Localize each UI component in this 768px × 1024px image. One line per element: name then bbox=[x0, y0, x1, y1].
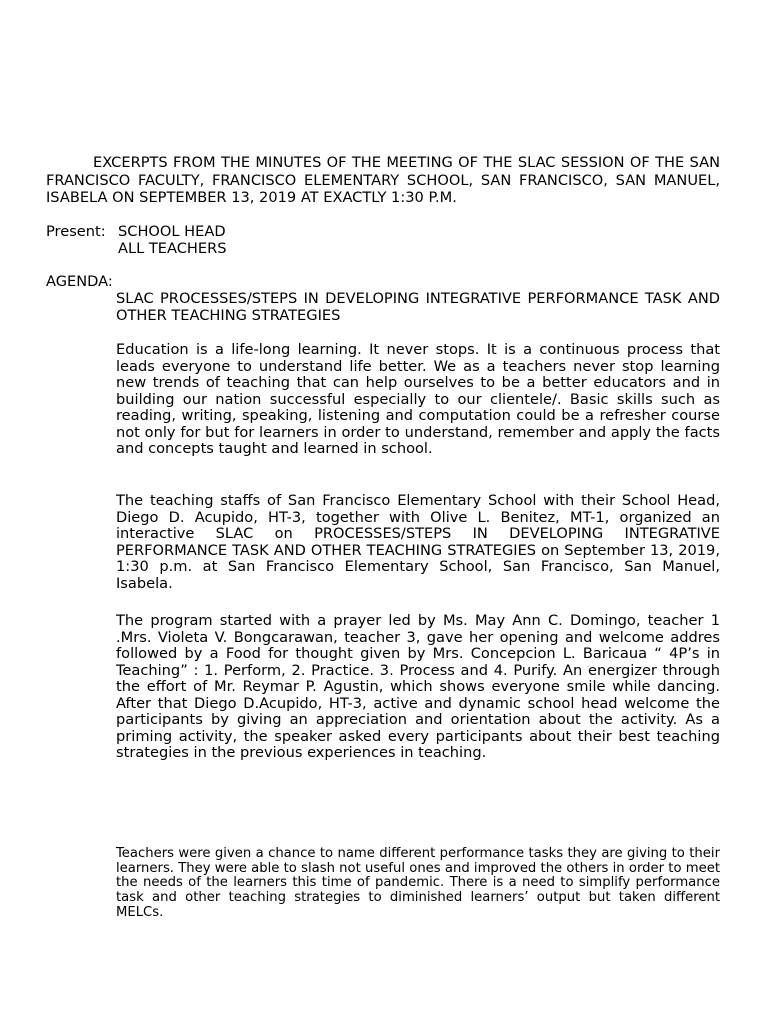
present-row bbox=[46, 223, 227, 240]
present-row bbox=[46, 240, 227, 257]
paragraph-teaching-staffs: The teaching staffs of San Francisco Elementary School with their School Head, Diego D. Acupido, HT-3, together with Olive L. Benitez, MT-1, organized an interactive SLAC on PROCESSES/STEPS IN DEVELOPING INTEGRATIVE PERFORMANCE TASK AND OTHER TEACHING STRATEGIES on September 13, 2019, 1:30 p.m. at San Francisco Elementary School, San Francisco, San Manuel, Isabela. bbox=[116, 492, 720, 592]
paragraph-education: Education is a life-long learning. It never stops. It is a continuous process that leads everyone to understand life better. We as a teachers never stop learning new trends of teaching that can help ourselves to be a better educators and in building our nation successful especially to our clientele/. Basic skills such as reading, writing, speaking, listening and computation could be a refresher course not only for but for learners in order to understand, remember and apply the facts and concepts taught and learned in school. bbox=[116, 341, 720, 457]
present-item-all-teachers: ALL TEACHERS bbox=[118, 240, 227, 257]
document-title: EXCERPTS FROM THE MINUTES OF THE MEETING OF THE SLAC SESSION OF THE SAN FRANCISCO FACULTY, FRANCISCO ELEMENTARY SCHOOL, SAN FRANCISCO, SAN MANUEL, ISABELA ON SEPTEMBER 13, 2019 AT EXACTLY 1:30 P.M. bbox=[46, 154, 720, 206]
agenda-item: SLAC PROCESSES/STEPS IN DEVELOPING INTEGRATIVE PERFORMANCE TASK AND OTHER TEACHING STRATEGIES bbox=[116, 290, 720, 324]
agenda-label: AGENDA: bbox=[46, 273, 113, 290]
paragraph-performance-tasks: Teachers were given a chance to name different performance tasks they are giving to their learners. They were able to slash not useful ones and improved the others in order to meet the needs of the learners this time of pandemic. There is a need to simplify performance task and other teaching strategies to diminished learners’ output but taken different MELCs. bbox=[116, 846, 720, 920]
present-section bbox=[46, 223, 227, 257]
present-item-school-head: SCHOOL HEAD bbox=[118, 223, 226, 240]
paragraph-program: The program started with a prayer led by Ms. May Ann C. Domingo, teacher 1 .Mrs. Violeta V. Bongcarawan, teacher 3, gave her opening and welcome addres followed by a Food for thought given by Mrs. Concepcion L. Baricaua “ 4P’s in Teaching” : 1. Perform, 2. Practice. 3. Process and 4. Purify. An energizer through the effort of Mr. Reymar P. Agustin, which shows everyone smile while dancing. After that Diego D.Acupido, HT-3, active and dynamic school head welcome the participants by giving an appreciation and orientation about the activity. As a priming activity, the speaker asked every participants about their best teaching strategies in the previous experiences in teaching. bbox=[116, 612, 720, 761]
present-label: Present: bbox=[46, 223, 106, 240]
